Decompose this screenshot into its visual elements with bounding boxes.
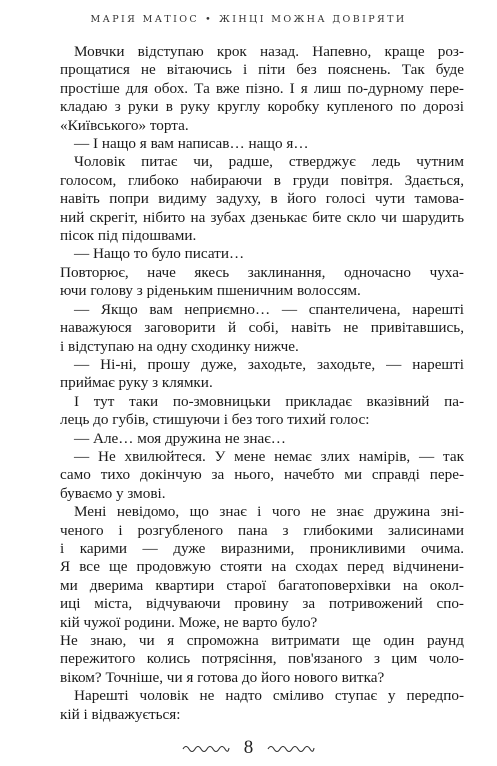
paragraph xyxy=(60,135,464,153)
text-line: Не знаю, чи я спроможна витримати ще один раунд xyxy=(60,632,464,649)
paragraph xyxy=(60,448,464,503)
text-line: Повторює, наче якесь заклинання, одночасно чуха- xyxy=(60,263,464,281)
text-line: Нарешті чоловік не надто сміливо ступає у передпо- xyxy=(74,687,464,705)
body-text xyxy=(60,43,464,724)
page-footer xyxy=(0,737,497,759)
text-line: і відступаю на одну сходинку нижче. xyxy=(60,337,299,355)
text-line: — Але… моя дружина не знає… xyxy=(74,429,286,447)
wave-ornament-icon xyxy=(267,743,315,753)
text-line: ючи голову з ріденьким пшеничним волоссям. xyxy=(60,282,361,300)
text-line: буваємо у змові. xyxy=(60,484,166,502)
text-line: прощатися не вітаючись і піти без пояснень. Так буде xyxy=(60,61,464,79)
text-line: иці міста, відчуваючи провину за потривожений спо- xyxy=(60,595,464,613)
text-line: кій і відважується: xyxy=(60,705,181,723)
text-line: І тут таки по-змовницьки прикладає вказівний па- xyxy=(74,392,464,410)
text-line: ченого і розгубленого пана з глибокими залисинами xyxy=(60,521,464,539)
text-line: голосом, глибоко набираючи в груди повітря. Здається, xyxy=(60,171,464,189)
text-line: «Київського» торта. xyxy=(60,116,189,134)
text-line: наважуюся заговорити й собі, навіть не привітавшись, xyxy=(60,319,464,337)
text-line: — І нащо я вам написав… нащо я… xyxy=(74,135,309,153)
paragraph xyxy=(60,356,464,393)
paragraph xyxy=(60,687,464,724)
paragraph xyxy=(60,430,464,448)
paragraph xyxy=(60,245,464,263)
paragraph xyxy=(60,264,464,301)
text-line: простіше для обох. Та вже пізно. І я лиш по-дурному пере- xyxy=(60,79,464,97)
paragraph xyxy=(60,393,464,430)
header-book-title: ЖІНЦІ МОЖНА ДОВІРЯТИ xyxy=(219,14,407,25)
text-line: лець до губів, стишуючи і без того тихий голос: xyxy=(60,411,370,429)
paragraph xyxy=(60,153,464,245)
text-line: само тихо докінчую за нього, начебто ми справді пере- xyxy=(60,466,464,484)
running-header xyxy=(0,14,497,25)
paragraph xyxy=(60,632,464,687)
text-line: Мені невідомо, що знає і чого не знає дружина зні- xyxy=(74,503,464,521)
page-number: 8 xyxy=(243,737,254,758)
text-line: кій чужої родини. Може, не варто було? xyxy=(60,613,318,631)
wave-ornament-icon xyxy=(182,743,230,753)
text-line: пісок під підошвами. xyxy=(60,227,197,245)
text-line: — Якщо вам неприємно… — спантеличена, нарешті xyxy=(74,300,464,318)
text-line: ний скрегіт, нібито на зубах дзенькає бите скло чи шарудить xyxy=(60,208,464,226)
text-line: Чоловік питає чи, радше, стверджує ледь чутним xyxy=(74,153,464,171)
text-line: навіть попри видиму задуху, в його голосі чути тамова- xyxy=(60,190,464,208)
text-line: ми дверима квартири старої багатоповерхівки на окол- xyxy=(60,576,464,594)
text-line: Я все ще продовжую стояти на сходах перед відчинени- xyxy=(60,558,464,576)
text-line: — Ні-ні, прошу дуже, заходьте, заходьте, — нарешті xyxy=(74,355,464,373)
text-line: пережитого колись потрясіння, пов'язаного з цим чоло- xyxy=(60,650,464,668)
header-author: МАРІЯ МАТІОС xyxy=(90,14,200,25)
text-line: віком? Точніше, чи я готова до його нового витка? xyxy=(60,668,385,686)
text-line: Мовчки відступаю крок назад. Напевно, краще роз- xyxy=(74,43,464,60)
paragraph xyxy=(60,301,464,356)
header-separator: • xyxy=(205,14,214,25)
text-line: приймає руку з клямки. xyxy=(60,374,213,392)
text-line: — Не хвилюйтеся. У мене немає злих намірів, — так xyxy=(74,447,464,465)
text-line: — Нащо то було писати… xyxy=(74,245,245,263)
text-line: кладаю з руки в руку круглу коробку купленого по дорозі xyxy=(60,98,464,116)
paragraph xyxy=(60,43,464,135)
paragraph xyxy=(60,503,464,632)
text-line: і карими — дуже виразними, проникливими очима. xyxy=(60,539,464,557)
